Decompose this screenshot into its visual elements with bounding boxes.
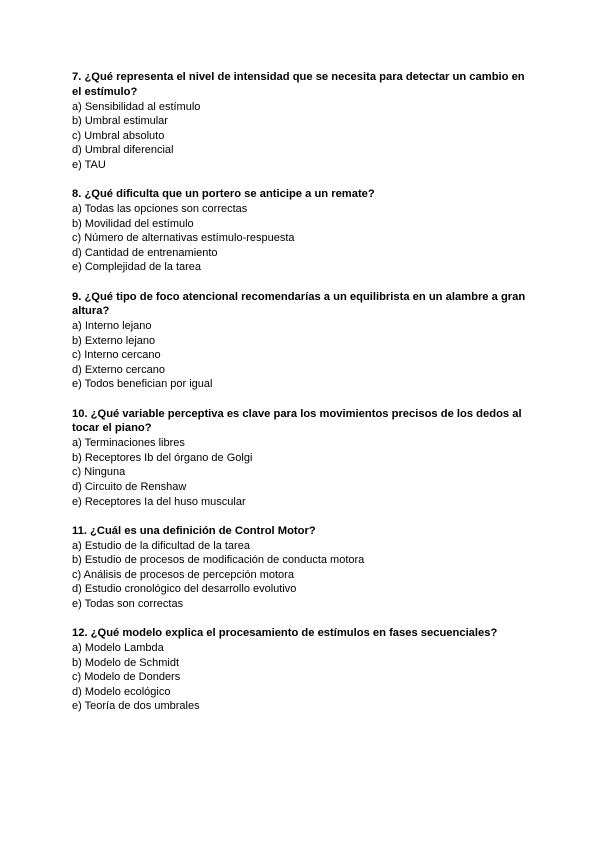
option-b: b) Movilidad del estímulo [72,217,194,230]
option-d: d) Cantidad de entrenamiento [72,246,218,259]
question-8 [72,187,532,275]
option-list [72,319,532,392]
option-c: c) Análisis de procesos de percepción motora [72,568,294,581]
option-d: d) Externo cercano [72,363,165,376]
question-9 [72,290,532,393]
option-d: d) Umbral diferencial [72,144,174,157]
question-11 [72,524,532,612]
question-title: 7. ¿Qué representa el nivel de intensidad que se necesita para detectar un cambio en el estímulo? [72,71,525,98]
option-list [72,436,532,509]
option-list [72,100,532,173]
option-a: a) Interno lejano [72,320,152,333]
question-title: 11. ¿Cuál es una definición de Control Motor? [72,524,316,537]
option-list [72,202,532,275]
option-c: c) Interno cercano [72,349,161,362]
question-title: 9. ¿Qué tipo de foco atencional recomendarías a un equilibrista en un alambre a gran altura? [72,290,526,318]
option-a: a) Sensibilidad al estímulo [72,100,201,113]
option-d: d) Circuito de Renshaw [72,481,187,494]
option-e: e) TAU [72,158,106,171]
question-title: 10. ¿Qué variable perceptiva es clave para los movimientos precisos de los dedos al tocar el piano? [72,407,522,435]
option-c: c) Umbral absoluto [72,129,165,142]
option-c: c) Modelo de Donders [72,671,181,684]
option-list [72,641,532,714]
option-e: e) Complejidad de la tarea [72,261,202,274]
option-c: c) Número de alternativas estímulo-respuesta [72,232,295,245]
option-e: e) Receptores Ia del huso muscular [72,495,246,508]
option-a: a) Todas las opciones son correctas [72,202,248,215]
option-c: c) Ninguna [72,466,126,479]
option-b: b) Estudio de procesos de modificación de conducta motora [72,554,365,567]
question-7 [72,70,532,173]
option-e: e) Todas son correctas [72,598,184,610]
option-e: e) Teoría de dos umbrales [72,700,200,713]
question-10 [72,407,532,510]
question-12 [72,626,532,714]
option-b: b) Externo lejano [72,334,156,347]
option-b: b) Receptores Ib del órgano de Golgi [72,451,253,464]
option-list [72,539,532,612]
option-a: a) Modelo Lambda [72,641,164,654]
question-title: 12. ¿Qué modelo explica el procesamiento de estímulos en fases secuenciales? [72,627,498,640]
option-b: b) Umbral estimular [72,115,168,128]
question-title: 8. ¿Qué dificulta que un portero se anticipe a un remate? [72,188,375,201]
option-e: e) Todos benefician por igual [72,378,213,391]
option-a: a) Estudio de la dificultad de la tarea [72,539,250,552]
option-d: d) Modelo ecológico [72,685,171,698]
option-a: a) Terminaciones libres [72,437,185,450]
option-b: b) Modelo de Schmidt [72,656,179,669]
option-d: d) Estudio cronológico del desarrollo evolutivo [72,583,297,596]
exam-page [72,70,532,729]
